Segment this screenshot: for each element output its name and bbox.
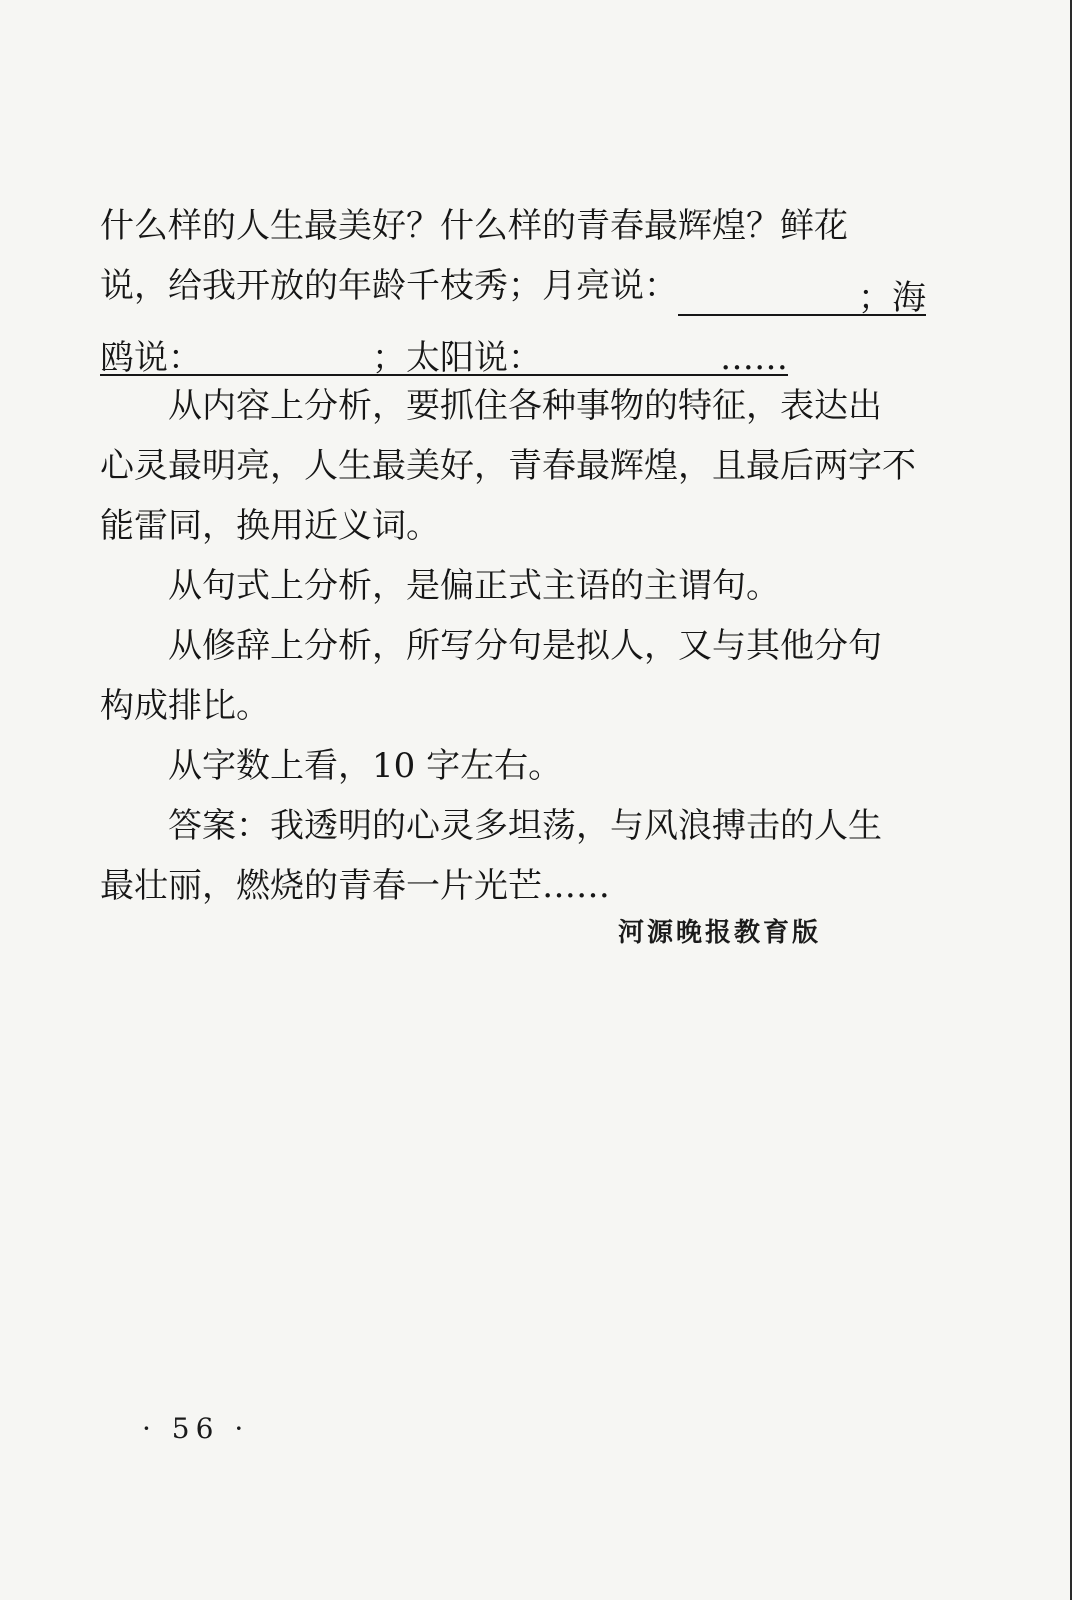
- analysis-rhetoric-2: 构成排比。: [100, 686, 270, 726]
- answer-line-2: 最壮丽，燃烧的青春一片光芒……: [100, 866, 610, 906]
- question-line-3: [100, 316, 912, 376]
- analysis-syntax: 从句式上分析，是偏正式主语的主谓句。: [168, 566, 780, 606]
- question-line-1: 什么样的人生最美好？什么样的青春最辉煌？鲜花: [100, 206, 848, 246]
- question-line-2-end: ；海: [858, 268, 926, 316]
- question-line-3-mid: ；太阳说：: [372, 328, 542, 376]
- analysis-content-1: 从内容上分析，要抓住各种事物的特征，表达出: [168, 386, 882, 426]
- question-line-2-text: 说，给我开放的年龄千枝秀；月亮说：: [100, 266, 678, 306]
- question-line-2: [100, 256, 926, 318]
- analysis-content-2: 心灵最明亮，人生最美好，青春最辉煌，且最后两字不: [100, 446, 916, 486]
- question-line-3-ellipsis: ……: [720, 328, 788, 376]
- answer-line-1: 答案：我透明的心灵多坦荡，与风浪搏击的人生: [168, 806, 882, 846]
- analysis-length: 从字数上看，10 字左右。: [168, 746, 563, 786]
- page-edge-shadow: [1066, 0, 1072, 1600]
- seagull-answer-blank: [202, 328, 372, 376]
- source-attribution: 河源晚报教育版: [618, 918, 822, 948]
- moon-answer-blank: [678, 268, 858, 316]
- sun-answer-blank: [542, 328, 720, 376]
- question-line-3-start: 鸥说：: [100, 328, 202, 376]
- body-text: [100, 196, 926, 916]
- analysis-content-3: 能雷同，换用近义词。: [100, 506, 440, 546]
- page-number: · 56 ·: [142, 1412, 250, 1445]
- analysis-rhetoric-1: 从修辞上分析，所写分句是拟人，又与其他分句: [168, 626, 882, 666]
